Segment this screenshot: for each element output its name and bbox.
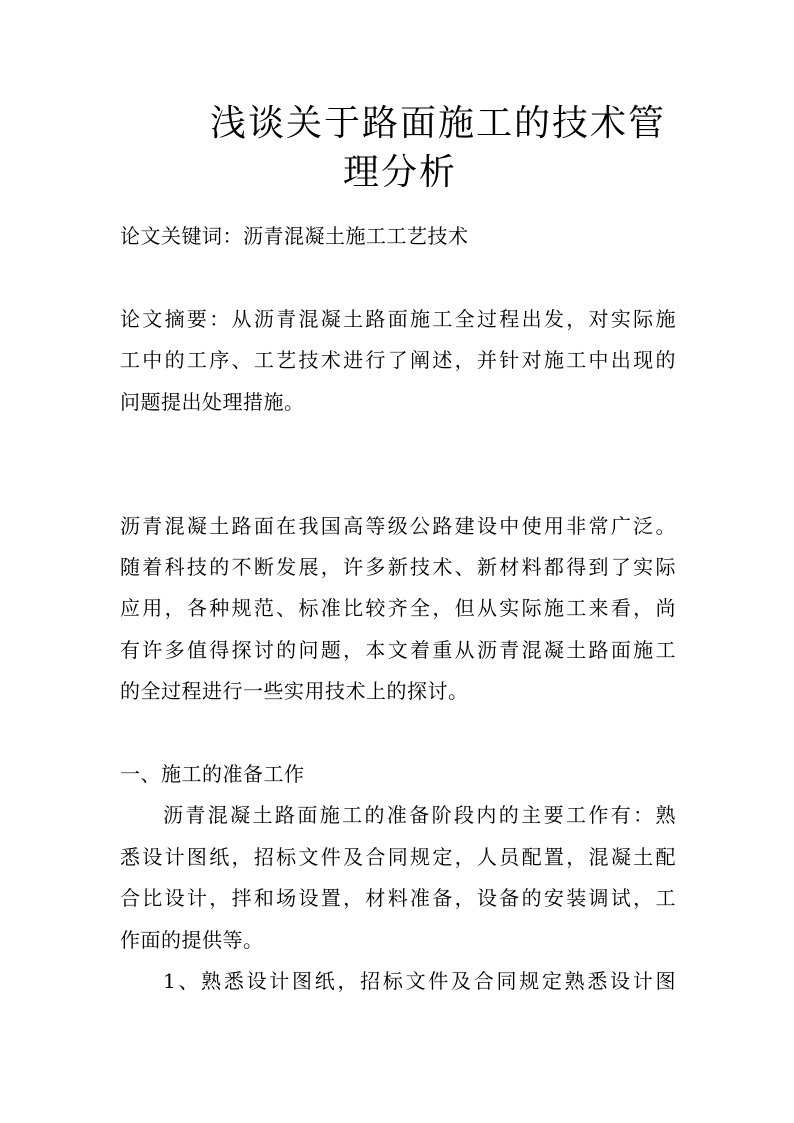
abstract-line: 问题提出处理措施。 <box>120 390 305 414</box>
abstract-line: 工中的工序、工艺技术进行了阐述，并针对施工中出现的 <box>120 348 676 372</box>
document-title-line-2: 理分析 <box>343 152 458 193</box>
abstract-line: 论文摘要：从沥青混凝土路面施工全过程出发，对实际施 <box>120 307 676 331</box>
subsection-line: 1、熟悉设计图纸，招标文件及合同规定熟悉设计图 <box>163 969 676 993</box>
intro-line: 有许多值得探讨的问题，本文着重从沥青混凝土路面施工 <box>120 638 676 662</box>
section-paragraph-line: 合比设计，拌和场设置，材料准备，设备的安装调试，工 <box>120 886 676 910</box>
section-paragraph-line: 沥青混凝土路面施工的准备阶段内的主要工作有：熟 <box>163 803 676 827</box>
intro-line: 应用，各种规范、标准比较齐全，但从实际施工来看，尚 <box>120 596 676 620</box>
keywords-line: 论文关键词：沥青混凝土施工工艺技术 <box>120 224 469 248</box>
intro-line: 随着科技的不断发展，许多新技术、新材料都得到了实际 <box>120 555 676 579</box>
document-title-line-1: 浅谈关于路面施工的技术管 <box>210 103 667 144</box>
intro-line: 沥青混凝土路面在我国高等级公路建设中使用非常广泛。 <box>120 514 676 538</box>
section-heading: 一、施工的准备工作 <box>120 762 305 786</box>
section-paragraph-line: 作面的提供等。 <box>120 928 264 952</box>
section-paragraph-line: 悉设计图纸，招标文件及合同规定，人员配置，混凝土配 <box>120 845 676 869</box>
intro-line: 的全过程进行一些实用技术上的探讨。 <box>120 679 469 703</box>
